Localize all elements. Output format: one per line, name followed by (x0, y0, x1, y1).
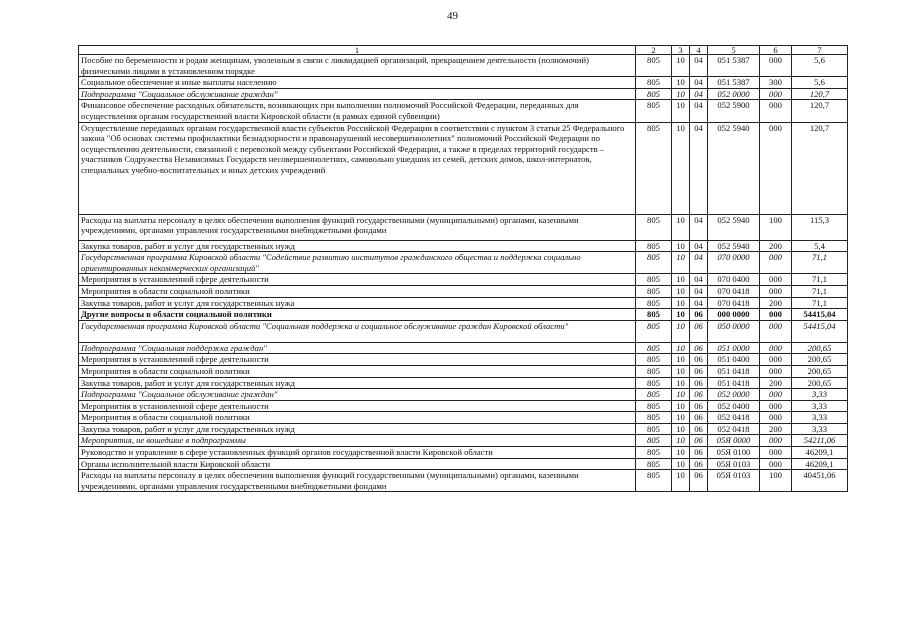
expense-type-cell: 000 (760, 55, 792, 77)
ved-code-cell: 805 (636, 252, 672, 274)
row-name-cell: Пособие по беременности и родам женщинам, уволенным в связи с ликвидацией организаций, прекращением деятельности (полномочий) физическими лицами в установленном порядке (79, 55, 636, 77)
subsection-code-cell: 06 (690, 447, 708, 459)
table-row (79, 447, 848, 459)
table-row (79, 309, 848, 321)
section-code-cell: 10 (672, 365, 690, 377)
amount-cell: 120,7 (792, 122, 848, 214)
row-name-cell: Органы исполнительной власти Кировской области (79, 458, 636, 470)
expense-type-cell: 000 (760, 412, 792, 424)
amount-cell: 200,65 (792, 342, 848, 354)
subsection-code-cell: 04 (690, 285, 708, 297)
section-code-cell: 10 (672, 252, 690, 274)
ved-code-cell: 805 (636, 400, 672, 412)
target-article-cell: 052 0418 (708, 423, 760, 435)
target-article-cell: 070 0000 (708, 252, 760, 274)
expense-type-cell: 200 (760, 377, 792, 389)
expense-type-cell: 300 (760, 77, 792, 89)
amount-cell: 3,33 (792, 423, 848, 435)
row-name-cell: Закупка товаров, работ и услуг для государственных нужа (79, 297, 636, 309)
amount-cell: 54415,04 (792, 309, 848, 321)
amount-cell: 115,3 (792, 214, 848, 240)
table-header-row (79, 46, 848, 55)
budget-table (78, 45, 848, 492)
subsection-code-cell: 06 (690, 412, 708, 424)
amount-cell: 200,65 (792, 365, 848, 377)
subsection-code-cell: 04 (690, 274, 708, 286)
amount-cell: 71,1 (792, 297, 848, 309)
target-article-cell: 051 5387 (708, 55, 760, 77)
expense-type-cell: 000 (760, 342, 792, 354)
row-name-cell: Закупка товаров, работ и услуг для государственных нужд (79, 377, 636, 389)
amount-cell: 5,6 (792, 77, 848, 89)
row-name-cell: Мероприятия в области социальной политики (79, 285, 636, 297)
table-row (79, 122, 848, 214)
ved-code-cell: 805 (636, 377, 672, 389)
table-row (79, 423, 848, 435)
target-article-cell: 000 0000 (708, 309, 760, 321)
target-article-cell: 052 0400 (708, 400, 760, 412)
row-name-cell: Расходы на выплаты персоналу в целях обеспечения выполнения функций государственными (муниципальными) органами, казенными учреждениями, органами управления государственными внебюджетными фондами (79, 214, 636, 240)
ved-code-cell: 805 (636, 274, 672, 286)
table-row (79, 412, 848, 424)
header-cell: 2 (636, 46, 672, 55)
ved-code-cell: 805 (636, 309, 672, 321)
section-code-cell: 10 (672, 240, 690, 252)
header-cell: 4 (690, 46, 708, 55)
table-row (79, 214, 848, 240)
page-number: 49 (447, 10, 458, 22)
amount-cell: 71,1 (792, 285, 848, 297)
subsection-code-cell: 04 (690, 77, 708, 89)
expense-type-cell: 000 (760, 100, 792, 122)
target-article-cell: 05Я 0100 (708, 447, 760, 459)
subsection-code-cell: 04 (690, 297, 708, 309)
row-name-cell: Закупка товаров, работ и услуг для государственных нужд (79, 240, 636, 252)
section-code-cell: 10 (672, 88, 690, 100)
section-code-cell: 10 (672, 309, 690, 321)
table-row (79, 274, 848, 286)
row-name-cell: Осуществление переданных органам государственной власти субъектов Российской Федерации в соответствии с пунктом 3 статьи 25 Федерального закона "Об основах системы профилактики безнадзорности и правонарушений несовершеннолетних" полномочий Российской Федерации по осуществлению деятельности, связанной с перевозкой между субъектами Российской Федерации, а также в пределах территорий государств – участников Содружества Независимых Государств несовершеннолетних, самовольно ушедших из семей, детских домов, школ-интернатов, специальных учебно-воспитательных и иных детских учреждений (79, 122, 636, 214)
target-article-cell: 051 0400 (708, 354, 760, 366)
expense-type-cell: 000 (760, 274, 792, 286)
ved-code-cell: 805 (636, 458, 672, 470)
target-article-cell: 050 0000 (708, 320, 760, 342)
subsection-code-cell: 04 (690, 252, 708, 274)
row-name-cell: Подпрограмма "Социальное обслуживание граждан" (79, 88, 636, 100)
target-article-cell: 070 0400 (708, 274, 760, 286)
section-code-cell: 10 (672, 342, 690, 354)
section-code-cell: 10 (672, 285, 690, 297)
ved-code-cell: 805 (636, 412, 672, 424)
table-row (79, 470, 848, 492)
target-article-cell: 05Я 0103 (708, 470, 760, 492)
section-code-cell: 10 (672, 320, 690, 342)
subsection-code-cell: 06 (690, 309, 708, 321)
ved-code-cell: 805 (636, 423, 672, 435)
expense-type-cell: 000 (760, 88, 792, 100)
ved-code-cell: 805 (636, 240, 672, 252)
table-row (79, 435, 848, 447)
subsection-code-cell: 04 (690, 214, 708, 240)
subsection-code-cell: 06 (690, 365, 708, 377)
subsection-code-cell: 06 (690, 435, 708, 447)
amount-cell: 3,33 (792, 412, 848, 424)
ved-code-cell: 805 (636, 435, 672, 447)
table-row (79, 297, 848, 309)
expense-type-cell: 000 (760, 354, 792, 366)
row-name-cell: Мероприятия, не вошедшие в подпрограммы (79, 435, 636, 447)
table-row (79, 400, 848, 412)
row-name-cell: Руководство и управление в сфере установленных функций органов государственной власти Кировской области (79, 447, 636, 459)
row-name-cell: Финансовое обеспечение расходных обязательств, возникающих при выполнении полномочий Российской Федерации, переданных для осуществления органам государственной власти Кировской области (в рамках единой субвенции) (79, 100, 636, 122)
target-article-cell: 052 5940 (708, 122, 760, 214)
subsection-code-cell: 06 (690, 458, 708, 470)
ved-code-cell: 805 (636, 88, 672, 100)
row-name-cell: Государственная программа Кировской области "Содействие развитию институтов гражданского общества и поддержка социально ориентированных некоммерческих организаций" (79, 252, 636, 274)
subsection-code-cell: 06 (690, 400, 708, 412)
target-article-cell: 052 5900 (708, 100, 760, 122)
row-name-cell: Мероприятия в установленной сфере деятельности (79, 274, 636, 286)
ved-code-cell: 805 (636, 342, 672, 354)
table-row (79, 240, 848, 252)
row-name-cell: Расходы на выплаты персоналу в целях обеспечения выполнения функций государственными (муниципальными) органами, казенными учреждениями, органами управления государственными внебюджетными фондами (79, 470, 636, 492)
expense-type-cell: 000 (760, 365, 792, 377)
ved-code-cell: 805 (636, 447, 672, 459)
target-article-cell: 052 5940 (708, 240, 760, 252)
subsection-code-cell: 06 (690, 389, 708, 401)
expense-type-cell: 100 (760, 214, 792, 240)
table-row (79, 100, 848, 122)
amount-cell: 5,6 (792, 55, 848, 77)
section-code-cell: 10 (672, 122, 690, 214)
target-article-cell: 051 0418 (708, 365, 760, 377)
amount-cell: 200,65 (792, 354, 848, 366)
amount-cell: 40451,06 (792, 470, 848, 492)
ved-code-cell: 805 (636, 100, 672, 122)
target-article-cell: 052 5940 (708, 214, 760, 240)
target-article-cell: 05Я 0000 (708, 435, 760, 447)
expense-type-cell: 000 (760, 285, 792, 297)
expense-type-cell: 200 (760, 423, 792, 435)
ved-code-cell: 805 (636, 470, 672, 492)
subsection-code-cell: 06 (690, 320, 708, 342)
row-name-cell: Мероприятия в области социальной политики (79, 365, 636, 377)
header-cell: 3 (672, 46, 690, 55)
section-code-cell: 10 (672, 412, 690, 424)
section-code-cell: 10 (672, 400, 690, 412)
row-name-cell: Подпрограмма "Социальное обслуживание граждан" (79, 389, 636, 401)
section-code-cell: 10 (672, 77, 690, 89)
row-name-cell: Социальное обеспечение и иные выплаты населению (79, 77, 636, 89)
section-code-cell: 10 (672, 354, 690, 366)
subsection-code-cell: 06 (690, 470, 708, 492)
table-row (79, 389, 848, 401)
table-row (79, 320, 848, 342)
subsection-code-cell: 06 (690, 377, 708, 389)
ved-code-cell: 805 (636, 285, 672, 297)
section-code-cell: 10 (672, 458, 690, 470)
amount-cell: 54211,06 (792, 435, 848, 447)
target-article-cell: 051 0418 (708, 377, 760, 389)
section-code-cell: 10 (672, 377, 690, 389)
section-code-cell: 10 (672, 100, 690, 122)
expense-type-cell: 000 (760, 320, 792, 342)
subsection-code-cell: 04 (690, 55, 708, 77)
header-cell: 7 (792, 46, 848, 55)
amount-cell: 3,33 (792, 400, 848, 412)
ved-code-cell: 805 (636, 297, 672, 309)
ved-code-cell: 805 (636, 77, 672, 89)
table-row (79, 252, 848, 274)
subsection-code-cell: 06 (690, 423, 708, 435)
expense-type-cell: 200 (760, 240, 792, 252)
row-name-cell: Подпрограмма "Социальная поддержка граждан" (79, 342, 636, 354)
amount-cell: 200,65 (792, 377, 848, 389)
expense-type-cell: 200 (760, 297, 792, 309)
subsection-code-cell: 04 (690, 100, 708, 122)
target-article-cell: 05Я 0103 (708, 458, 760, 470)
target-article-cell: 052 0418 (708, 412, 760, 424)
table-row (79, 377, 848, 389)
expense-type-cell: 000 (760, 252, 792, 274)
section-code-cell: 10 (672, 447, 690, 459)
section-code-cell: 10 (672, 423, 690, 435)
ved-code-cell: 805 (636, 320, 672, 342)
expense-type-cell: 000 (760, 389, 792, 401)
amount-cell: 71,1 (792, 274, 848, 286)
table-row (79, 365, 848, 377)
section-code-cell: 10 (672, 55, 690, 77)
expense-type-cell: 000 (760, 400, 792, 412)
amount-cell: 5,4 (792, 240, 848, 252)
table-row (79, 354, 848, 366)
row-name-cell: Мероприятия в области социальной политики (79, 412, 636, 424)
amount-cell: 46209,1 (792, 447, 848, 459)
section-code-cell: 10 (672, 214, 690, 240)
section-code-cell: 10 (672, 435, 690, 447)
header-cell: 5 (708, 46, 760, 55)
target-article-cell: 051 5387 (708, 77, 760, 89)
ved-code-cell: 805 (636, 354, 672, 366)
ved-code-cell: 805 (636, 122, 672, 214)
amount-cell: 71,1 (792, 252, 848, 274)
target-article-cell: 052 0000 (708, 88, 760, 100)
target-article-cell: 070 0418 (708, 285, 760, 297)
amount-cell: 3,33 (792, 389, 848, 401)
amount-cell: 54415,04 (792, 320, 848, 342)
amount-cell: 120,7 (792, 100, 848, 122)
row-name-cell: Мероприятия в установленной сфере деятельности (79, 400, 636, 412)
target-article-cell: 051 0000 (708, 342, 760, 354)
expense-type-cell: 000 (760, 122, 792, 214)
subsection-code-cell: 04 (690, 240, 708, 252)
section-code-cell: 10 (672, 389, 690, 401)
subsection-code-cell: 04 (690, 122, 708, 214)
subsection-code-cell: 06 (690, 354, 708, 366)
ved-code-cell: 805 (636, 214, 672, 240)
ved-code-cell: 805 (636, 365, 672, 377)
table-row (79, 88, 848, 100)
table-row (79, 285, 848, 297)
amount-cell: 120,7 (792, 88, 848, 100)
expense-type-cell: 000 (760, 435, 792, 447)
row-name-cell: Закупка товаров, работ и услуг для государственных нужд (79, 423, 636, 435)
expense-type-cell: 000 (760, 458, 792, 470)
row-name-cell: Другие вопросы в области социальной политики (79, 309, 636, 321)
target-article-cell: 070 0418 (708, 297, 760, 309)
row-name-cell: Мероприятия в установленной сфере деятельности (79, 354, 636, 366)
ved-code-cell: 805 (636, 389, 672, 401)
section-code-cell: 10 (672, 297, 690, 309)
target-article-cell: 052 0000 (708, 389, 760, 401)
expense-type-cell: 100 (760, 470, 792, 492)
table-row (79, 55, 848, 77)
subsection-code-cell: 04 (690, 88, 708, 100)
expense-type-cell: 000 (760, 309, 792, 321)
expense-type-cell: 000 (760, 447, 792, 459)
section-code-cell: 10 (672, 274, 690, 286)
row-name-cell: Государственная программа Кировской области "Социальная поддержка и социальное обслуживание граждан Кировской области" (79, 320, 636, 342)
section-code-cell: 10 (672, 470, 690, 492)
table-row (79, 77, 848, 89)
subsection-code-cell: 06 (690, 342, 708, 354)
amount-cell: 46209,1 (792, 458, 848, 470)
table-row (79, 458, 848, 470)
ved-code-cell: 805 (636, 55, 672, 77)
header-cell: 1 (79, 46, 636, 55)
table-row (79, 342, 848, 354)
header-cell: 6 (760, 46, 792, 55)
